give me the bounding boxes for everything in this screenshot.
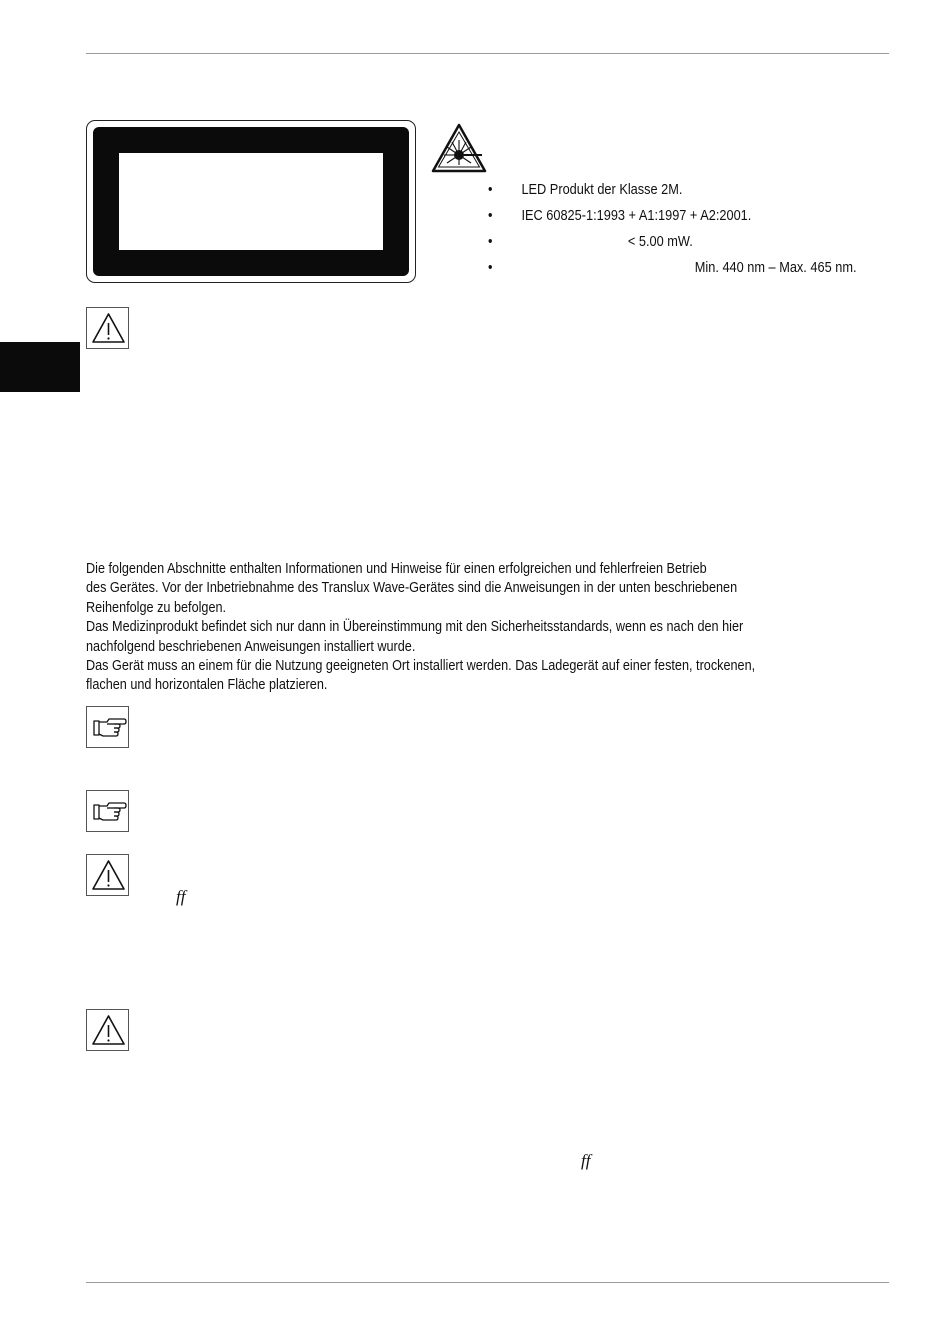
laser-label-frame <box>86 120 416 283</box>
paragraph-line: nachfolgend beschriebenen Anweisungen installiert wurde. <box>86 638 416 655</box>
ligature-glyph: ff <box>176 887 186 906</box>
spec-item <box>488 206 844 232</box>
spec-led-class: LED Produkt der Klasse 2M. <box>521 182 683 198</box>
spec-item <box>488 180 844 206</box>
spec-iec-standard: IEC 60825-1:1993 + A1:1997 + A2:2001. <box>521 208 752 224</box>
paragraph-line: Reihenfolge zu befolgen. <box>86 599 227 616</box>
header-rule <box>86 53 889 54</box>
pointing-hand-icon <box>87 707 130 749</box>
paragraph-line: Die folgenden Abschnitte enthalten Informationen und Hinweise für einen erfolgreichen und fehlerfreien Betrieb <box>86 561 707 577</box>
pointing-hand-icon <box>87 791 130 833</box>
paragraph-line: Das Medizinprodukt befindet sich nur dann in Übereinstimmung mit den Sicherheitsstandards, wenn es nach den hier <box>86 619 744 636</box>
spec-item <box>488 232 844 258</box>
laser-warning-icon <box>430 122 488 174</box>
warning-triangle-icon <box>87 1010 130 1052</box>
bullet: • <box>488 234 493 250</box>
spec-item <box>488 258 857 284</box>
bullet: • <box>488 182 493 198</box>
installation-instructions <box>86 560 889 696</box>
spec-power: < 5.00 mW. <box>627 234 693 250</box>
paragraph-line: flachen und horizontalen Fläche platzieren. <box>86 677 328 694</box>
warning-box <box>86 854 129 896</box>
hint-box <box>86 790 129 832</box>
bullet: • <box>488 260 493 276</box>
footer-rule <box>86 1282 889 1283</box>
warning-box <box>86 1009 129 1051</box>
ligature-glyph: ff <box>581 1151 591 1170</box>
warning-triangle-icon <box>87 308 130 350</box>
laser-label-text-area <box>119 153 383 250</box>
warning-triangle-icon <box>87 855 130 897</box>
laser-spec-list <box>488 180 857 284</box>
paragraph-line: Das Gerät muss an einem für die Nutzung geeigneten Ort installiert werden. Das Ladegerät auf einer festen, trockenen, <box>86 657 756 674</box>
hint-box <box>86 706 129 748</box>
warning-box <box>86 307 129 349</box>
chapter-tab-marker <box>0 342 80 392</box>
bullet: • <box>488 208 493 224</box>
spec-wavelength: Min. 440 nm – Max. 465 nm. <box>694 260 857 276</box>
paragraph-line: des Gerätes. Vor der Inbetriebnahme des Translux Wave-Gerätes sind die Anweisungen in der unten beschriebenen <box>86 580 738 597</box>
